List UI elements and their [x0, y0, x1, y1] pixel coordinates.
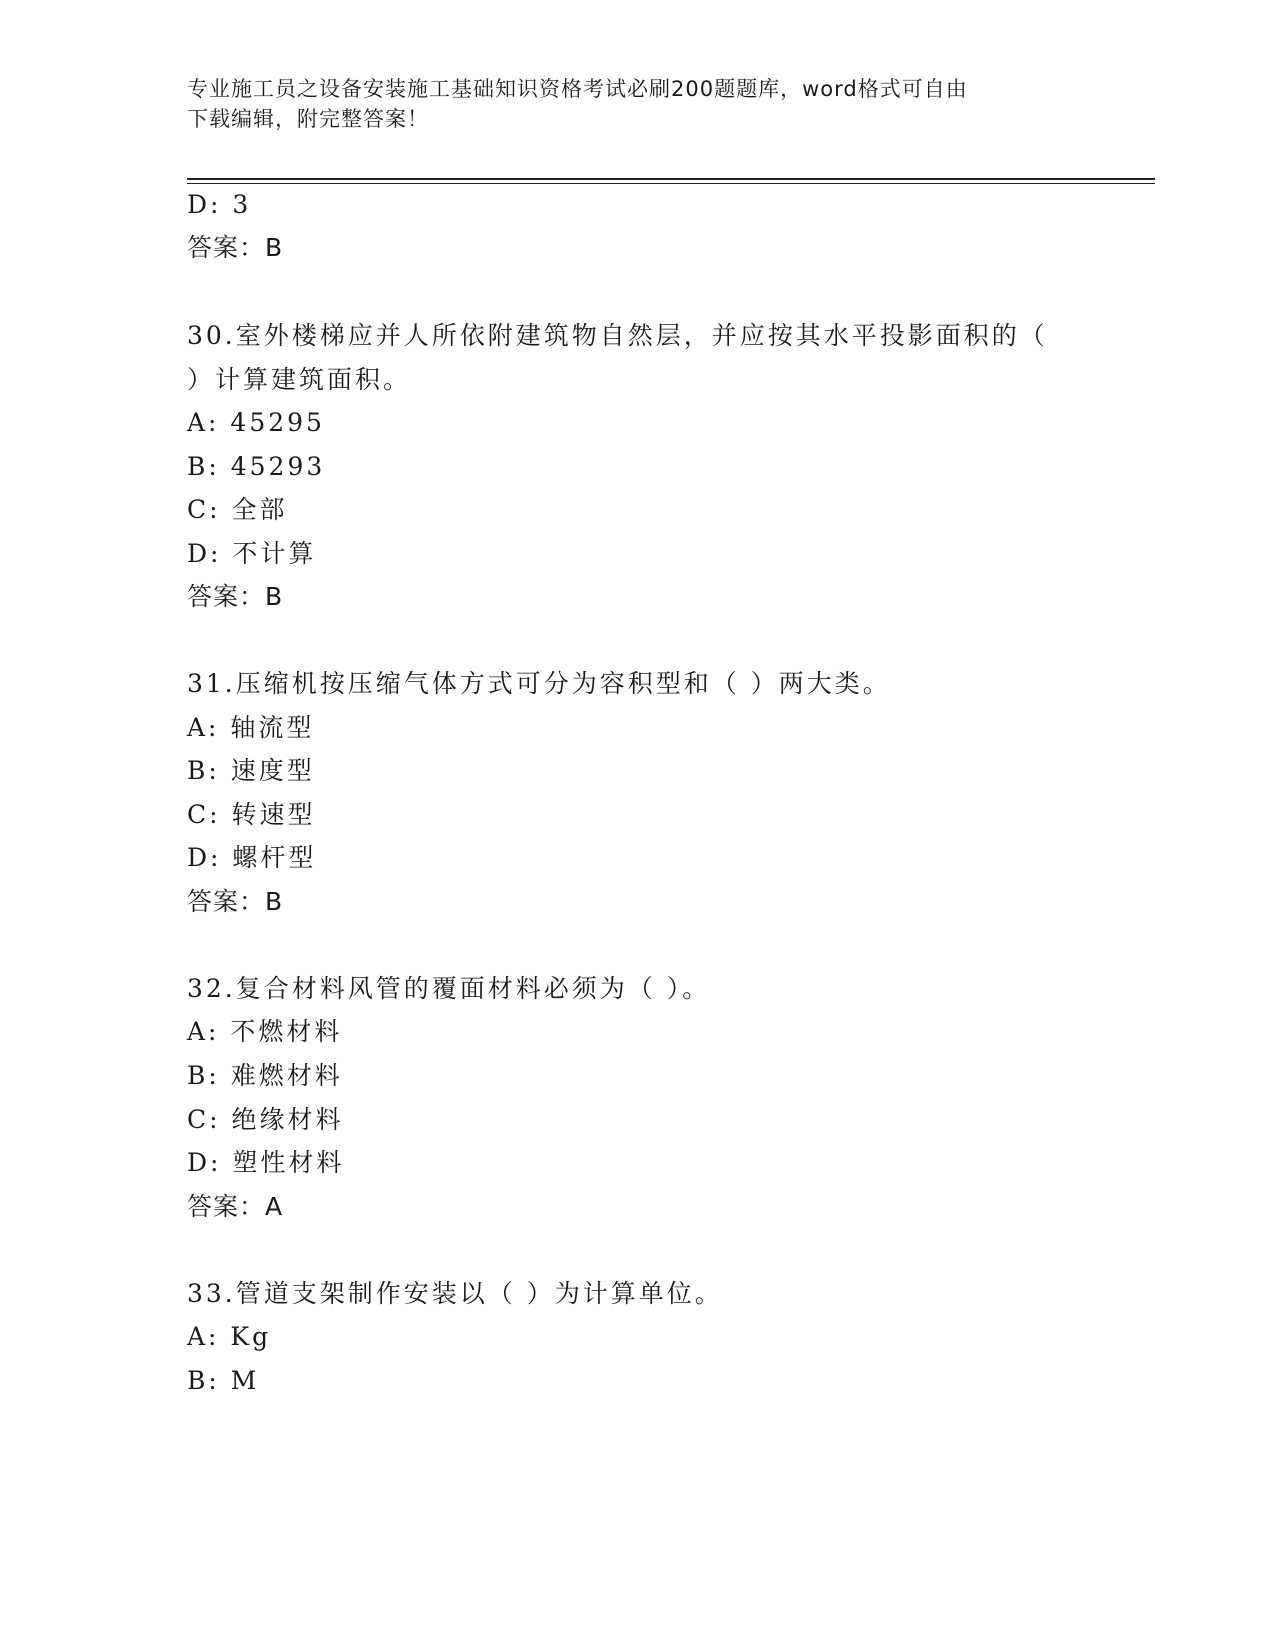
- q32-stem-line-1: 32.复合材料风管的覆面材料必须为（ ）。: [187, 974, 711, 1003]
- q32-answer: 答案：A: [187, 1192, 284, 1221]
- q31-stem-line-1: 31.压缩机按压缩气体方式可分为容积型和（ ）两大类。: [187, 669, 891, 698]
- header-divider-thick: [187, 178, 1155, 180]
- q33-option-a: A: Kg: [187, 1322, 272, 1351]
- header-line-1: 专业施工员之设备安装施工基础知识资格考试必刷200题题库，word格式可自由: [187, 77, 968, 101]
- q30-option-a: A: 45295: [187, 408, 325, 437]
- header-divider-thin: [187, 183, 1155, 184]
- q30-stem-line-1: 30.室外楼梯应并人所依附建筑物自然层，并应按其水平投影面积的（: [187, 321, 1048, 350]
- document-header: [187, 74, 1087, 134]
- q33-stem-line-1: 33.管道支架制作安装以（ ）为计算单位。: [187, 1279, 723, 1308]
- q31-option-a: A: 轴流型: [187, 713, 315, 742]
- q31-option-c: C: 转速型: [187, 800, 316, 829]
- q30-option-d: D: 不计算: [187, 539, 317, 568]
- q31-answer: 答案：B: [187, 887, 284, 916]
- q30-option-b: B: 45293: [187, 452, 326, 481]
- q30-stem-line-2: ）计算建筑面积。: [187, 365, 412, 394]
- q30-answer: 答案：B: [187, 582, 284, 611]
- q32-option-a: A: 不燃材料: [187, 1017, 343, 1046]
- q32-option-d: D: 塑性材料: [187, 1148, 345, 1177]
- header-line-2: 下载编辑，附完整答案！: [187, 107, 429, 131]
- q31-option-b: B: 速度型: [187, 756, 315, 785]
- q31-option-d: D: 螺杆型: [187, 843, 317, 872]
- q33-option-b: B: M: [187, 1366, 260, 1395]
- prev-answer: 答案：B: [187, 233, 284, 262]
- q32-option-c: C: 绝缘材料: [187, 1105, 344, 1134]
- q32-option-b: B: 难燃材料: [187, 1061, 343, 1090]
- q30-option-c: C: 全部: [187, 495, 288, 524]
- prev-option-d: D: 3: [187, 190, 252, 219]
